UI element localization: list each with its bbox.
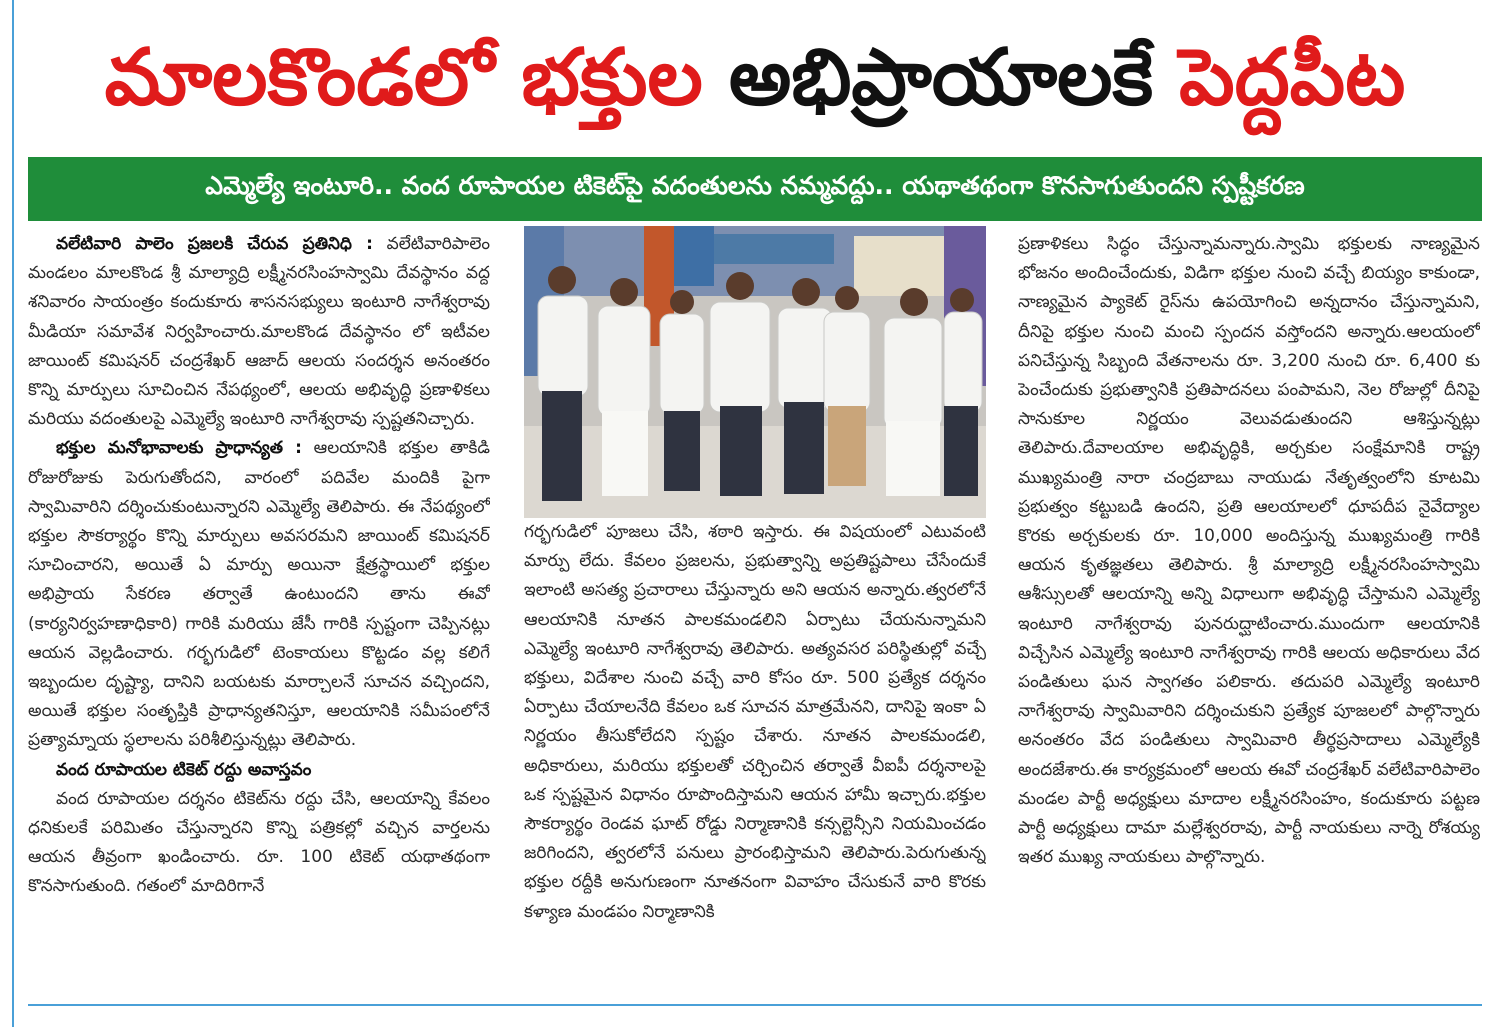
headline-part-1: మాలకొండలో భక్తుల — [104, 33, 703, 123]
paragraph-ticket: వంద రూపాయల దర్శనం టికెట్‌ను రద్దు చేసి, ఆలయాన్ని కేవలం ధనికులకే పరిమితం చేస్తున్నారని కొన్ని పత్రికల్లో వచ్చిన వార్తలను ఆయన తీవ్రంగా ఖండించారు. రూ. 100 టికెట్ యథాతథంగా కొనసాగుతుంది. గతంలో మాదిరిగానే — [28, 788, 490, 897]
article-column-1 — [28, 230, 490, 1000]
dateline: వలేటివారి పాలెం ప్రజలకి చేరువ ప్రతినిధి : — [56, 234, 373, 254]
headline — [28, 8, 1482, 148]
headline-part-3: పెద్దపీట — [1179, 33, 1406, 123]
article-column-3 — [1018, 230, 1480, 1000]
temple-visit-photo — [524, 226, 986, 518]
subheadline-text: ఎమ్మెల్యే ఇంటూరి.. వంద రూపాయల టికెట్‌పై వదంతులను నమ్మవద్దు.. యథాతథంగా కొనసాగుతుందని స్పష్టీకరణ — [205, 171, 1305, 200]
section-subtitle-ticket: వంద రూపాయల టికెట్ రద్దు అవాస్తవం — [56, 759, 312, 780]
left-margin-rule — [12, 0, 14, 1027]
subheadline-banner — [28, 157, 1482, 221]
news-photo — [524, 226, 986, 518]
paragraph-column-2: గర్భగుడిలో పూజలు చేసి, శఠారి ఇస్తారు. ఈ విషయంలో ఎటువంటి మార్పు లేదు. కేవలం ప్రజలను, ప్రభుత్వాన్ని అప్రతిష్టపాలు చేసేందుకే ఇలాంటి అసత్య ప్రచారాలు చేస్తున్నారు అని ఆయన అన్నారు.త్వరలోనే ఆలయానికి నూతన పాలకమండలిని ఏర్పాటు చేయనున్నామని ఎమ్మెల్యే ఇంటూరి నాగేశ్వరావు తెలిపారు. అత్యవసర పరిస్థితుల్లో వచ్చే భక్తులు, విదేశాల నుంచి వచ్చే వారి కోసం రూ. 500 ప్రత్యేక దర్శనం ఏర్పాటు చేయాలనేది కేవలం ఒక సూచన మాత్రమేనని, దానిపై ఇంకా ఏ నిర్ణయం తీసుకోలేదని స్పష్టం చేశారు. నూతన పాలకమండలి, అధికారులు, మరియు భక్తులతో చర్చించిన తర్వాతే వీఐపీ దర్శనాలపై ఒక స్పష్టమైన విధానం రూపొందిస్తామని ఆయన హామీ ఇచ్చారు.భక్తుల సౌకర్యార్థం రెండవ ఘాట్ రోడ్డు నిర్మాణానికి కన్సల్టెన్సీని నియమించడం జరిగిందని, త్వరలోనే పనులు ప్రారంభిస్తామని తెలిపారు.పెరుగుతున్న భక్తుల రద్దీకి అనుగుణంగా నూతనంగా వివాహం చేసుకునే వారి కొరకు కళ్యాణ మండపం నిర్మాణానికి — [524, 522, 986, 922]
headline-part-2: అభిప్రాయాలకే — [728, 33, 1154, 123]
bottom-rule — [28, 1004, 1482, 1006]
article-column-2 — [524, 518, 986, 1000]
section-lead-devotees: భక్తుల మనోభావాలకు ప్రాధాన్యత : — [56, 438, 302, 459]
paragraph-devotees: ఆలయానికి భక్తుల తాకిడి రోజురోజుకు పెరుగుతోందని, వారంలో పదివేల మందికి పైగా స్వామివారిని దర్శించుకుంటున్నారని ఎమ్మెల్యే తెలిపారు. ఈ నేపథ్యంలో భక్తుల సౌకర్యార్థం కొన్ని మార్పులు అవసరమని జాయింట్ కమిషనర్ సూచించారని, అయితే ఏ మార్పు అయినా క్షేత్రస్థాయిలో భక్తుల అభిప్రాయ సేకరణ తర్వాతే ఉంటుందని తాను ఈవో (కార్యనిర్వహణాధికారి) గారికి మరియు జేసీ గారికి స్పష్టంగా చెప్పినట్లు ఆయన వెల్లడించారు. గర్భగుడిలో టెంకాయలు కొట్టడం వల్ల కలిగే ఇబ్బందుల దృష్ట్యా, దానిని బయటకు మార్చాలనే సూచన వచ్చిందని, అయితే భక్తుల సంతృప్తికి ప్రాధాన్యతనిస్తూ, ఆలయానికి సమీపంలోనే ప్రత్యామ్నాయ స్థలాలను పరిశీలిస్తున్నట్లు తెలిపారు. — [28, 438, 490, 751]
paragraph-column-3: ప్రణాళికలు సిద్ధం చేస్తున్నామన్నారు.స్వామి భక్తులకు నాణ్యమైన భోజనం అందించేందుకు, విడిగా భక్తుల నుంచి వచ్చే బియ్యం కాకుండా, నాణ్యమైన ప్యాకెట్ రైస్‌ను ఉపయోగించి అన్నదానం చేస్తున్నామని, దీనిపై భక్తుల నుంచి మంచి స్పందన వస్తోందని అన్నారు.ఆలయంలో పనిచేస్తున్న సిబ్బంది వేతనాలను రూ. 3,200 నుంచి రూ. 6,400 కు పెంచేందుకు ప్రభుత్వానికి ప్రతిపాదనలు పంపామని, నెల రోజుల్లో దీనిపై సానుకూల నిర్ణయం వెలువడుతుందని ఆశిస్తున్నట్లు తెలిపారు.దేవాలయాల అభివృద్ధికి, అర్చకుల సంక్షేమానికి రాష్ట్ర ముఖ్యమంత్రి నారా చంద్రబాబు నాయుడు నేతృత్వంలోని కూటమి ప్రభుత్వం కట్టుబడి ఉందని, ప్రతి ఆలయాలలో ధూపదీప నైవేద్యాల కొరకు అర్చకులకు రూ. 10,000 అందిస్తున్న ముఖ్యమంత్రి గారికి ఆయన కృతజ్ఞతలు తెలిపారు. శ్రీ మాల్యాద్రి లక్ష్మీనరసింహస్వామి ఆశీస్సులతో ఆలయాన్ని అన్ని విధాలుగా అభివృద్ధి చేస్తామని ఎమ్మెల్యే ఇంటూరి నాగేశ్వరావు పునరుద్ఘాటించారు.ముందుగా ఆలయానికి విచ్చేసిన ఎమ్మెల్యే ఇంటూరి నాగేశ్వరావు గారికి ఆలయ అధికారులు వేద పండితులు ఘన స్వాగతం పలికారు. తదుపరి ఎమ్మెల్యే ఇంటూరి నాగేశ్వరావు స్వామివారిని దర్శించుకుని ప్రత్యేక పూజలలో పాల్గొన్నారు అనంతరం వేద పండితులు స్వామివారి తీర్థప్రసాదాలు ఎమ్మెల్యేకి అందజేశారు.ఈ కార్యక్రమంలో ఆలయ ఈవో చంద్రశేఖర్ వలేటివారిపాలెం మండల పార్టీ అధ్యక్షులు మాదాల లక్ష్మీనరసింహం, కందుకూరు పట్టణ పార్టీ అధ్యక్షులు దామా మల్లేశ్వరరావు, పార్టీ నాయకులు నార్నె రోశయ్య ఇతర ముఖ్య నాయకులు పాల్గొన్నారు. — [1018, 234, 1480, 868]
paragraph-intro: వలేటివారిపాలెం మండలం మాలకొండ శ్రీ మాల్యాద్రి లక్ష్మీనరసింహస్వామి దేవస్థానం వద్ద శనివారం సాయంత్రం కందుకూరు శాసనసభ్యులు ఇంటూరి నాగేశ్వరావు మీడియా సమావేశ నిర్వహించారు.మాలకొండ దేవస్థానం లో ఇటీవల జాయింట్ కమిషనర్ చంద్రశేఖర్ ఆజాద్ ఆలయ సందర్శన అనంతరం కొన్ని మార్పులు సూచించిన నేపథ్యంలో, ఆలయ అభివృద్ధి ప్రణాళికలు మరియు వదంతులపై ఎమ్మెల్యే ఇంటూరి నాగేశ్వరావు స్పష్టతనిచ్చారు. — [28, 234, 490, 430]
